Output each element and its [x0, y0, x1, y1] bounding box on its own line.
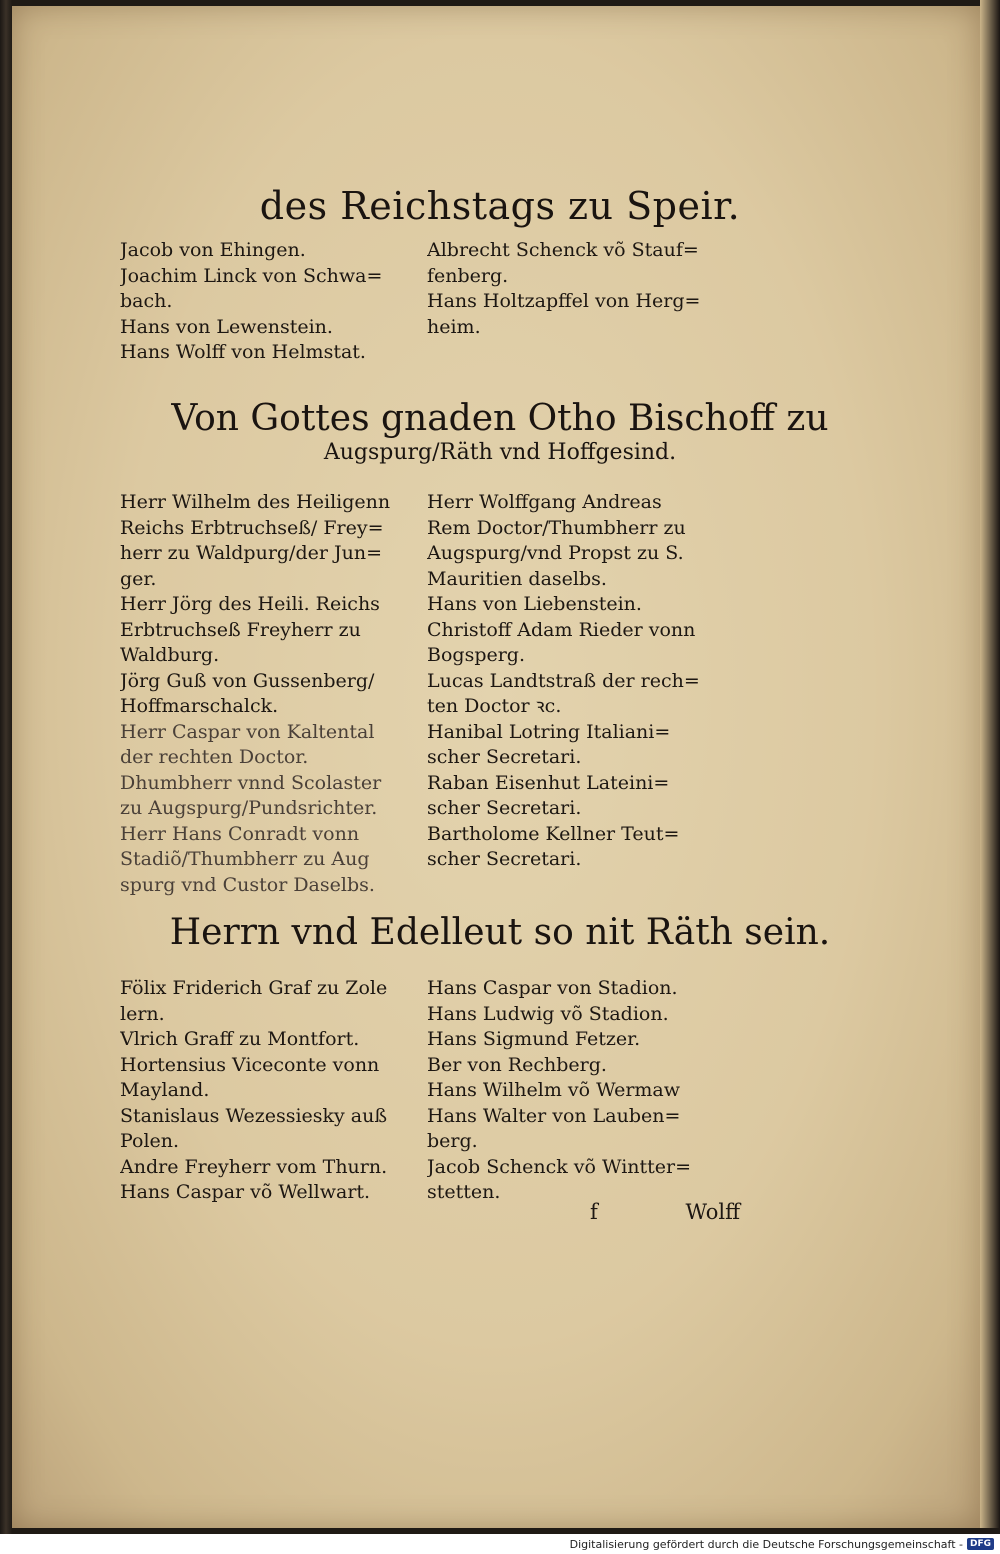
- text-line: Dhumbherr vnnd Scolaster: [120, 771, 382, 794]
- text-line: Lucas Landtstraß der rech=: [427, 669, 700, 692]
- text-line: Reichs Erbtruchseß/ Frey=: [120, 516, 384, 539]
- text-line: Andre Freyherr vom Thurn.: [120, 1155, 388, 1178]
- text-line: Herr Wilhelm des Heiligenn: [120, 491, 391, 513]
- text-line: Erbtruchseß Freyherr zu: [120, 618, 361, 641]
- text-line: Bogsperg.: [427, 644, 526, 666]
- section3-right-column: [427, 976, 732, 1206]
- text-line: Hanibal Lotring Italiani=: [427, 720, 671, 743]
- text-line: Vlrich Graff zu Montfort.: [120, 1028, 360, 1050]
- text-line: Stadiõ/Thumbherr zu Aug: [120, 848, 370, 870]
- section2-left-column: [120, 490, 425, 898]
- text-line: Christoff Adam Rieder vonn: [427, 618, 696, 641]
- text-line: zu Augspurg/Pundsrichter.: [120, 797, 378, 819]
- text-line: Albrecht Schenck võ Stauf=: [427, 239, 699, 261]
- text-line: Hans Wilhelm võ Wermaw: [427, 1079, 681, 1101]
- text-line: scher Secretari.: [427, 848, 582, 870]
- text-line: Herr Jörg des Heili. Reichs: [120, 593, 380, 615]
- text-line: Hoffmarschalck.: [120, 695, 279, 717]
- text-line: Mayland.: [120, 1079, 210, 1101]
- section3-heading: Herrn vnd Edelleut so nit Räth sein.: [169, 912, 831, 953]
- section1-left-column: [120, 238, 425, 366]
- text-line: Herr Wolffgang Andreas: [427, 491, 662, 513]
- text-line: Hans von Liebenstein.: [427, 593, 642, 615]
- text-line: Raban Eisenhut Lateini=: [427, 771, 670, 794]
- running-head: des Reichstags zu Speir.: [259, 184, 741, 228]
- text-line: Rem Doctor/Thumbherr zu: [427, 516, 686, 539]
- text-line: Fölix Friderich Graf zu Zole: [120, 977, 388, 999]
- page-edge: [980, 0, 1000, 1528]
- text-line: Hans Sigmund Fetzer.: [427, 1028, 641, 1050]
- text-line: Bartholome Kellner Teut=: [427, 822, 680, 845]
- text-line: Joachim Linck von Schwa=: [120, 264, 383, 287]
- section1-right-column: [427, 238, 732, 366]
- text-line: Herr Hans Conradt vonn: [120, 822, 360, 845]
- text-line: Jacob von Ehingen.: [120, 239, 306, 261]
- digitization-footer: [0, 1534, 1000, 1554]
- text-line: Hans von Lewenstein.: [120, 315, 333, 338]
- text-line: Hortensius Viceconte vonn: [120, 1053, 380, 1076]
- section1-columns: [120, 238, 732, 366]
- footer-text: Digitalisierung gefördert durch die Deutsche Forschungsgemeinschaft -: [569, 1537, 963, 1551]
- text-line: bach.: [120, 290, 173, 312]
- text-line: Waldburg.: [120, 644, 220, 666]
- text-line: stetten.: [427, 1181, 501, 1203]
- text-line: fenberg.: [427, 264, 509, 287]
- text-line: Stanislaus Wezessiesky auß: [120, 1104, 388, 1127]
- text-line: Hans Ludwig võ Stadion.: [427, 1002, 669, 1025]
- dfg-logo[interactable]: DFG: [967, 1538, 994, 1550]
- text-line: ger.: [120, 567, 157, 590]
- text-line: lern.: [120, 1002, 165, 1025]
- text-line: scher Secretari.: [427, 797, 582, 819]
- text-line: ten Doctor ꝛc.: [427, 695, 562, 717]
- section2-subheading: Augspurg/Räth vnd Hoffgesind.: [323, 440, 677, 465]
- signature-mark: f: [590, 1200, 598, 1224]
- section3-left-column: [120, 976, 425, 1206]
- text-line: Hans Holtzapffel von Herg=: [427, 290, 701, 312]
- text-line: Herr Caspar von Kaltental: [120, 720, 375, 743]
- text-line: scher Secretari.: [427, 746, 582, 768]
- text-line: herr zu Waldpurg/der Jun=: [120, 542, 383, 564]
- text-line: Hans Caspar von Stadion.: [427, 977, 678, 999]
- text-line: Hans Caspar võ Wellwart.: [120, 1181, 371, 1203]
- text-line: Hans Walter von Lauben=: [427, 1104, 681, 1127]
- text-line: spurg vnd Custor Daselbs.: [120, 873, 375, 896]
- text-line: berg.: [427, 1130, 478, 1152]
- text-line: Ber von Rechberg.: [427, 1053, 607, 1076]
- text-line: Hans Wolff von Helmstat.: [120, 341, 366, 363]
- text-line: Augspurg/vnd Propst zu S.: [427, 542, 684, 564]
- catchword-row: [590, 1200, 740, 1224]
- catchword: Wolff: [685, 1200, 740, 1224]
- section2-heading: Von Gottes gnaden Otho Bischoff zu: [171, 398, 829, 439]
- text-line: Mauritien daselbs.: [427, 567, 607, 590]
- section2-right-column: [427, 490, 732, 898]
- section3-columns: [120, 976, 732, 1206]
- text-line: heim.: [427, 315, 481, 338]
- section2-columns: [120, 490, 732, 898]
- text-line: Polen.: [120, 1130, 180, 1152]
- text-line: der rechten Doctor.: [120, 746, 309, 768]
- text-line: Jörg Guß von Gussenberg/: [120, 669, 375, 692]
- text-line: Jacob Schenck võ Wintter=: [427, 1155, 692, 1178]
